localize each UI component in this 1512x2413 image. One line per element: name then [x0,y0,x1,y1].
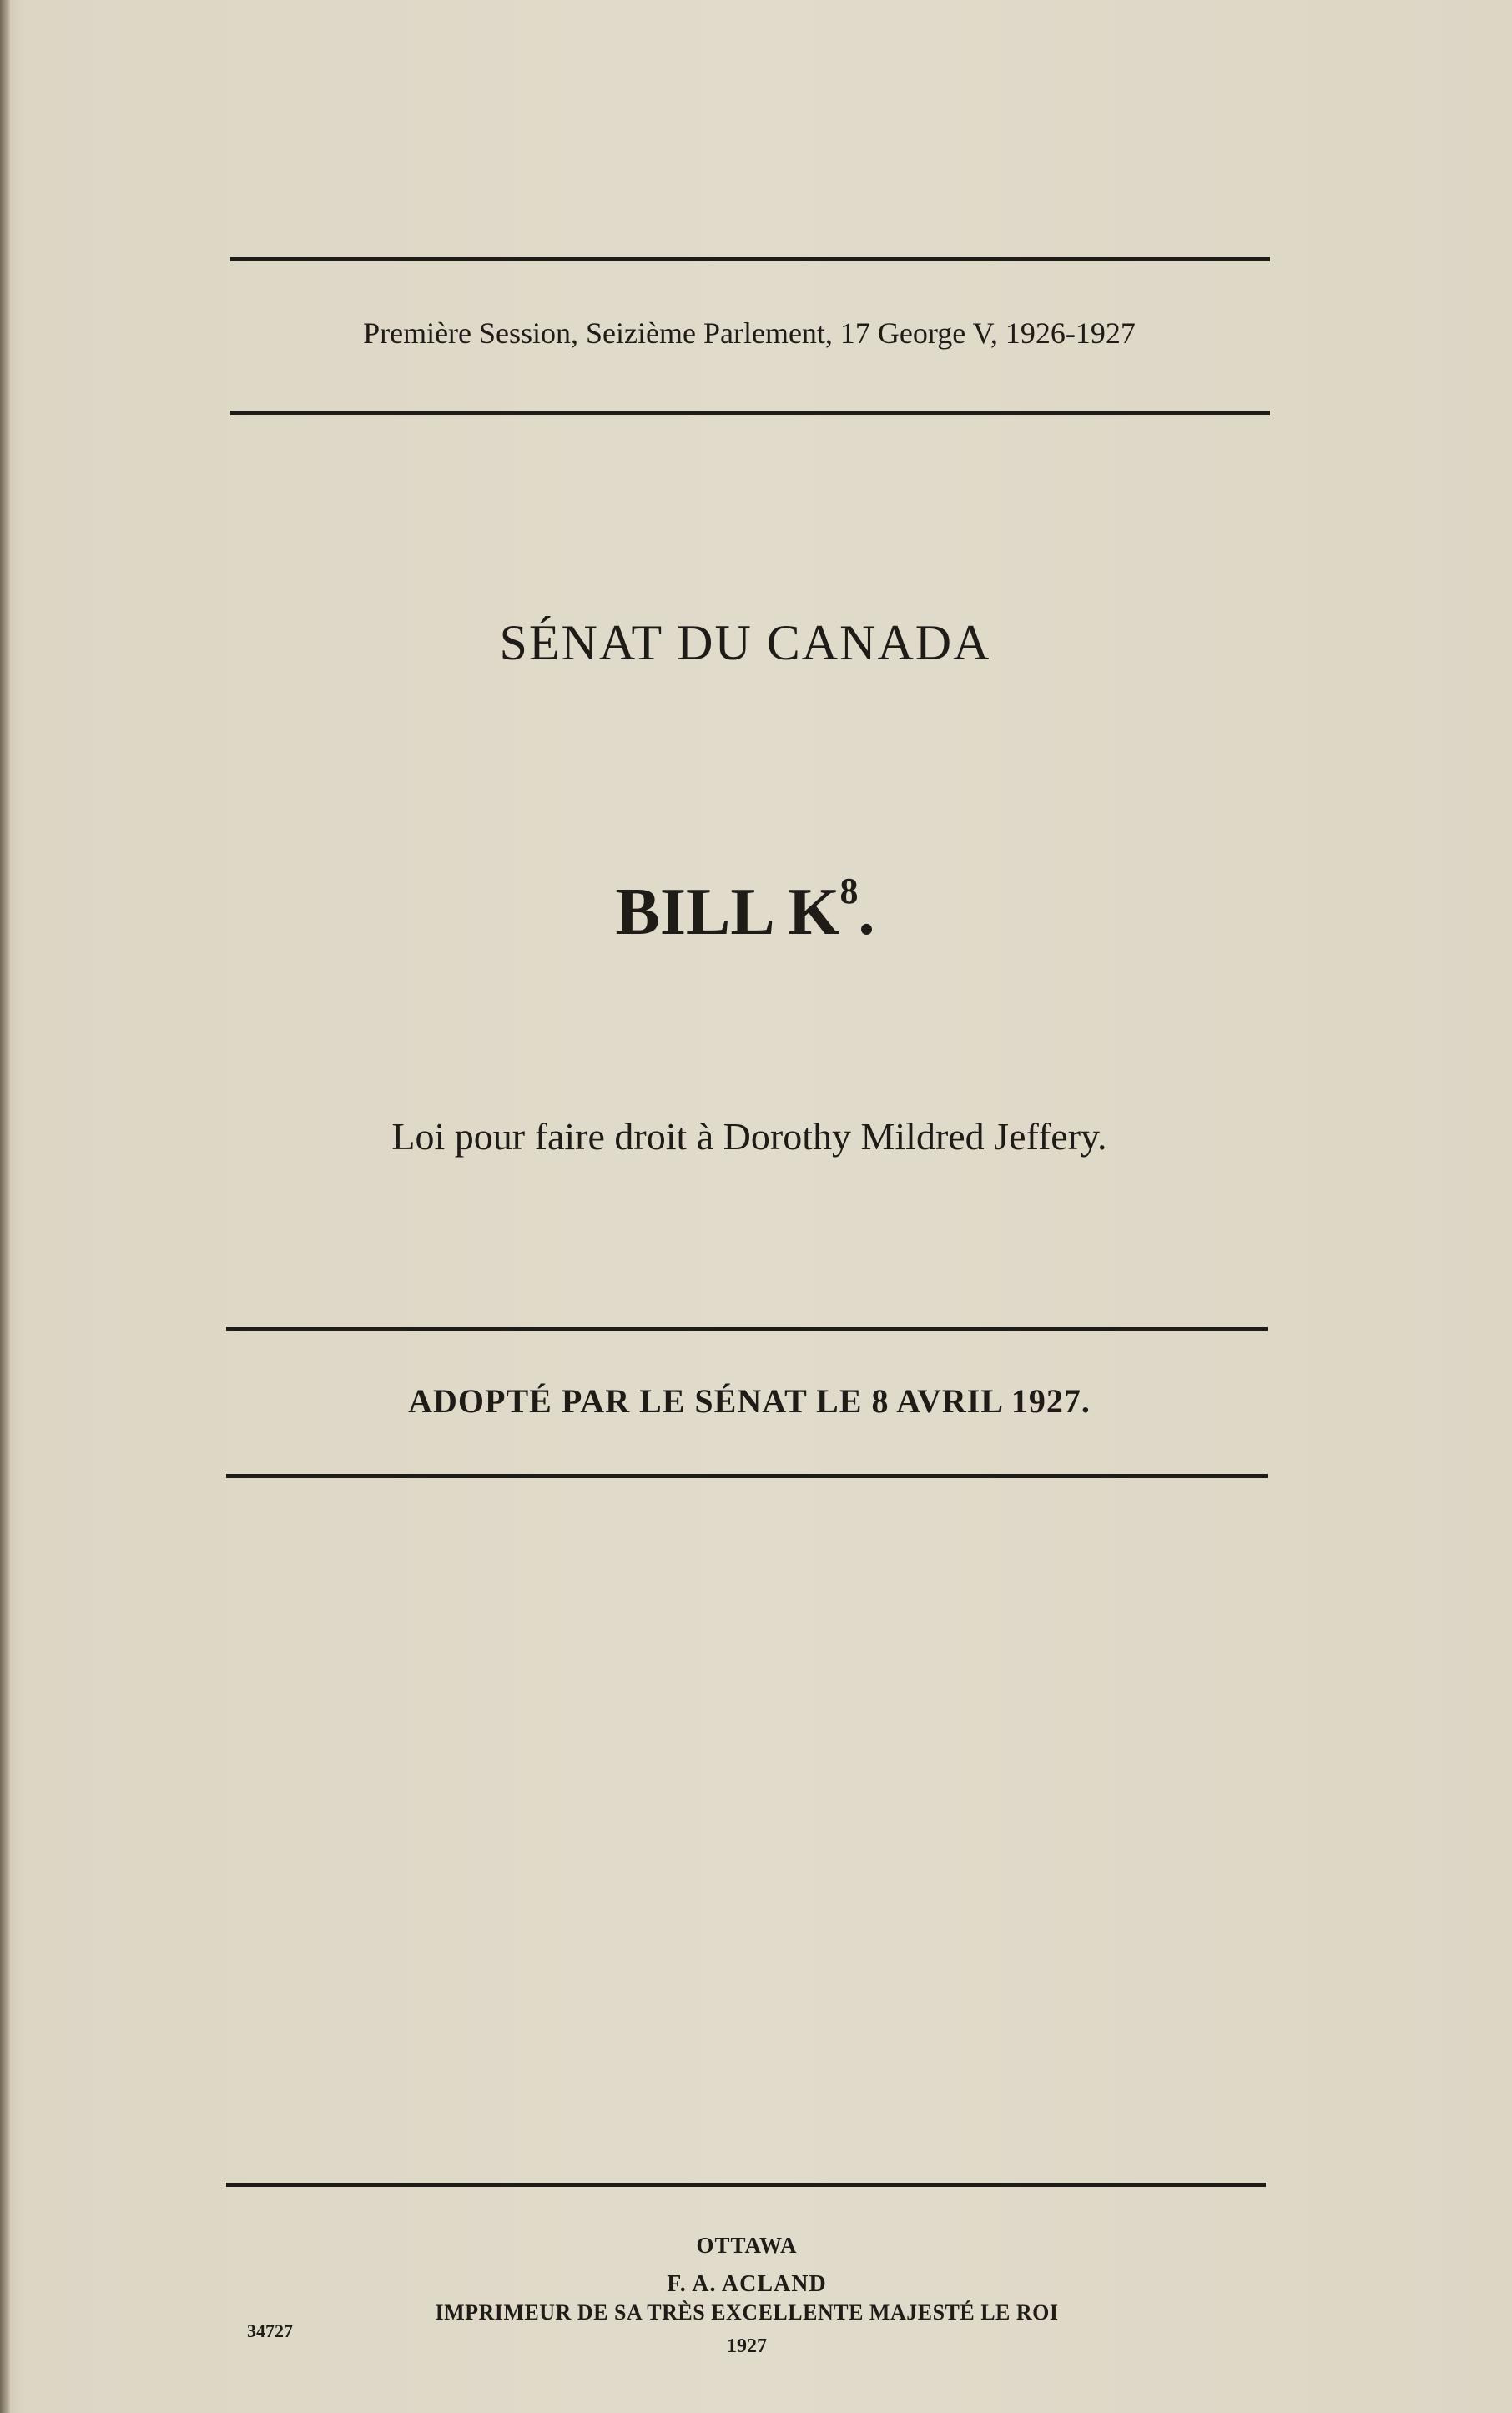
imprint-city: OTTAWA [696,2233,798,2258]
adopted-top-rule [226,1327,1268,1331]
top-rule [230,257,1270,261]
act-title: Loi pour faire droit à Dorothy Mildred Jeffery. [391,1115,1107,1158]
imprint-printer-title: IMPRIMEUR DE SA TRÈS EXCELLENTE MAJESTÉ LE ROI [435,2300,1059,2325]
bill-superscript: 8 [839,871,859,911]
session-heading: Première Session, Seizième Parlement, 17 George V, 1926-1927 [363,316,1136,350]
print-number: 34727 [247,2320,293,2341]
bill-number [0,871,1490,951]
header-rule [230,411,1270,415]
bill-label: BILL K [615,876,840,949]
imprint-printer: F. A. ACLAND [667,2271,827,2297]
adoption-statement: ADOPTÉ PAR LE SÉNAT LE 8 AVRIL 1927. [408,1382,1091,1420]
senate-title: SÉNAT DU CANADA [499,615,991,670]
imprint-year: 1927 [727,2335,767,2357]
imprint-rule [226,2183,1266,2187]
adopted-bottom-rule [226,1474,1268,1478]
binding-edge [0,0,10,2413]
bill-suffix: . [858,876,875,949]
